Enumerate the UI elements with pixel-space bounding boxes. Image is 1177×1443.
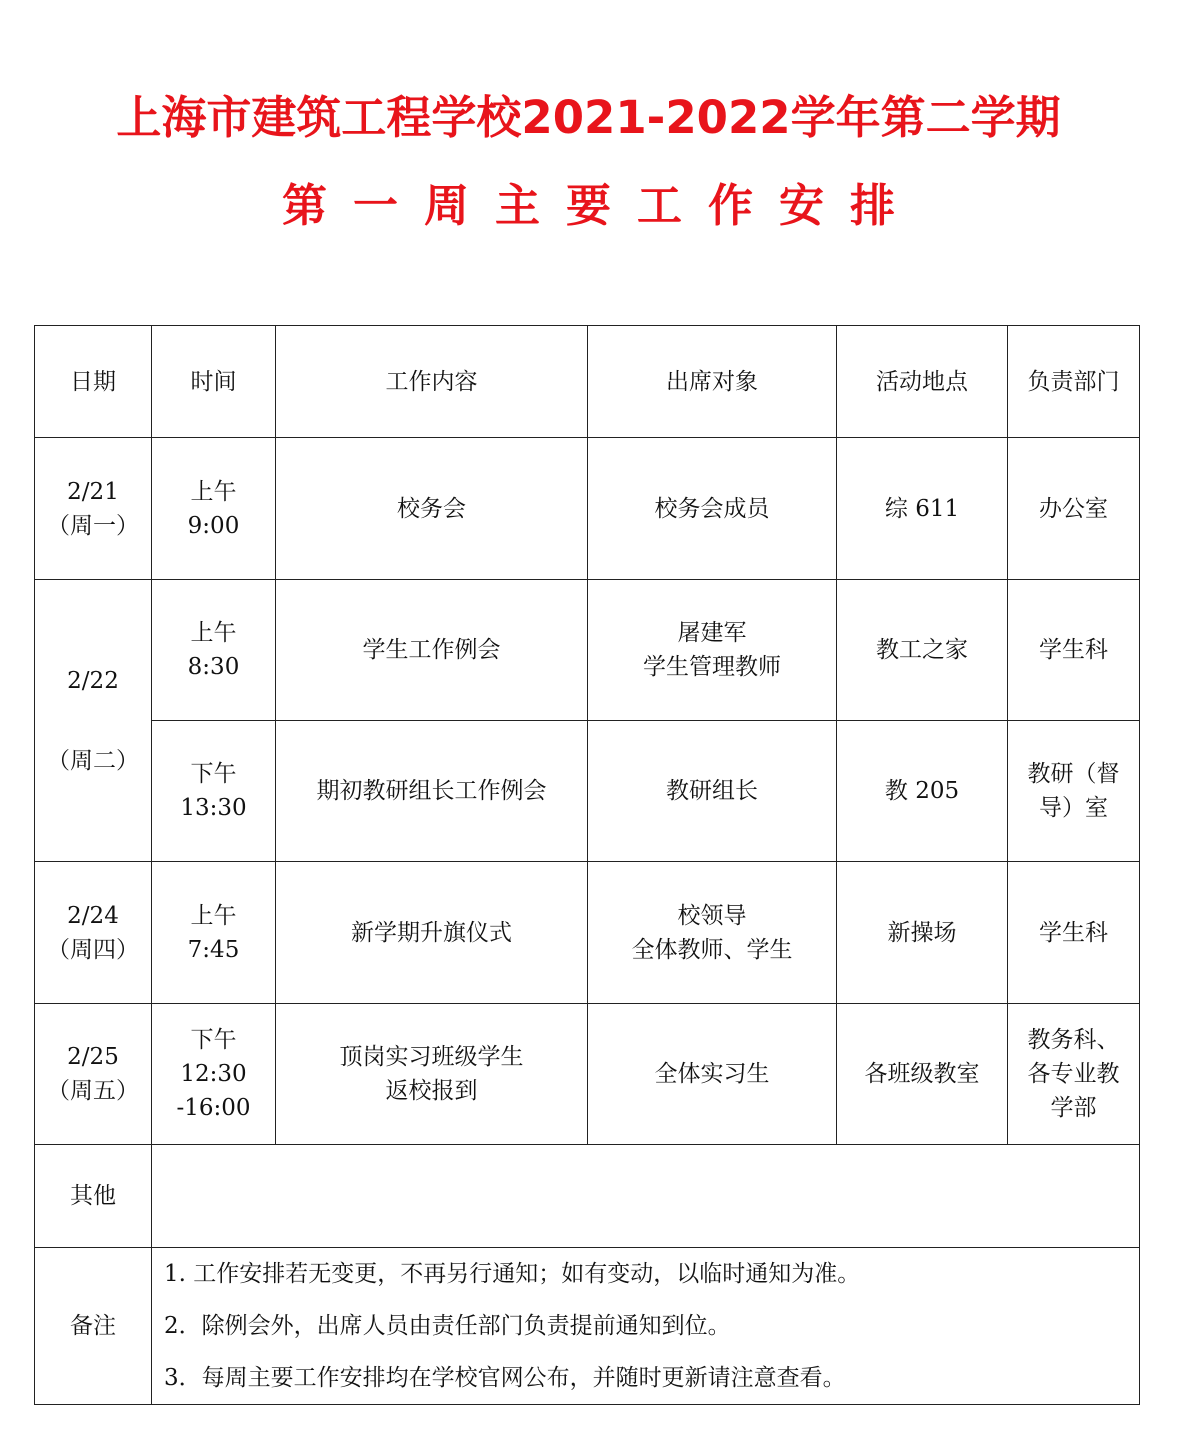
time-cell: 上午 8:30 [152, 580, 276, 721]
attendees-cell: 校领导 全体教师、学生 [588, 862, 837, 1004]
table-row [35, 721, 1140, 862]
attendees-cell: 屠建军 学生管理教师 [588, 580, 837, 721]
header-attendees: 出席对象 [588, 326, 837, 438]
content-cell: 顶岗实习班级学生 返校报到 [276, 1004, 588, 1145]
content-cell: 新学期升旗仪式 [276, 862, 588, 1004]
location-cell: 综 611 [837, 438, 1008, 580]
other-label: 其他 [35, 1145, 152, 1248]
note-item: 3．每周主要工作安排均在学校官网公布，并随时更新请注意查看。 [164, 1365, 846, 1391]
time-cell: 下午 13:30 [152, 721, 276, 862]
header-date: 日期 [35, 326, 152, 438]
table-header-row [35, 326, 1140, 438]
notes-content [152, 1248, 1140, 1405]
department-cell: 教研（督 导）室 [1008, 721, 1140, 862]
time-cell: 上午 7:45 [152, 862, 276, 1004]
content-cell: 期初教研组长工作例会 [276, 721, 588, 862]
note-item: 1. 工作安排若无变更，不再另行通知；如有变动，以临时通知为准。 [164, 1261, 861, 1287]
table-row [35, 438, 1140, 580]
department-cell: 教务科、 各专业教 学部 [1008, 1004, 1140, 1145]
table-row [35, 862, 1140, 1004]
note-item: 2．除例会外，出席人员由责任部门负责提前通知到位。 [164, 1313, 731, 1339]
location-cell: 教工之家 [837, 580, 1008, 721]
other-value [152, 1145, 1140, 1248]
table-row [35, 580, 1140, 721]
time-cell: 下午 12:30 -16:00 [152, 1004, 276, 1145]
content-cell: 校务会 [276, 438, 588, 580]
header-location: 活动地点 [837, 326, 1008, 438]
notes-row [35, 1248, 1140, 1405]
department-cell: 学生科 [1008, 580, 1140, 721]
document-title: 上海市建筑工程学校2021-2022学年第二学期 [116, 91, 1061, 144]
schedule-table [34, 325, 1140, 1405]
header-time: 时间 [152, 326, 276, 438]
attendees-cell: 全体实习生 [588, 1004, 837, 1145]
department-cell: 办公室 [1008, 438, 1140, 580]
date-cell: 2/25 （周五） [35, 1004, 152, 1145]
content-cell: 学生工作例会 [276, 580, 588, 721]
location-cell: 新操场 [837, 862, 1008, 1004]
header-content: 工作内容 [276, 326, 588, 438]
attendees-cell: 教研组长 [588, 721, 837, 862]
date-cell: 2/21 （周一） [35, 438, 152, 580]
header-department: 负责部门 [1008, 326, 1140, 438]
department-cell: 学生科 [1008, 862, 1140, 1004]
attendees-cell: 校务会成员 [588, 438, 837, 580]
document-subtitle: 第一周主要工作安排 [281, 179, 921, 232]
other-row [35, 1145, 1140, 1248]
table-row [35, 1004, 1140, 1145]
date-cell: 2/22 （周二） [35, 580, 152, 862]
location-cell: 各班级教室 [837, 1004, 1008, 1145]
time-cell: 上午 9:00 [152, 438, 276, 580]
notes-label: 备注 [35, 1248, 152, 1405]
location-cell: 教 205 [837, 721, 1008, 862]
date-cell: 2/24 （周四） [35, 862, 152, 1004]
